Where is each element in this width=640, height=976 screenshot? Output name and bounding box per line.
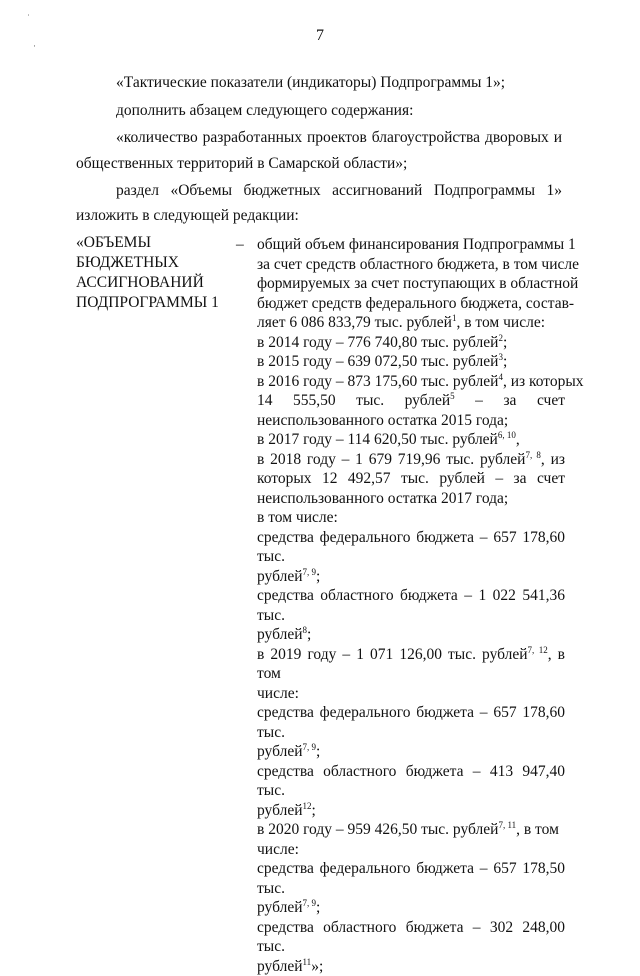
funding-line: формируемых за счет поступающих в областной xyxy=(257,274,565,294)
scan-speck: ˙ xyxy=(27,13,30,23)
funding-line-2017: в 2017 году – 114 620,50 тыс. рублей$^{6, 10}$, xyxy=(257,430,565,450)
funding-line: средства федерального бюджета – 657 178,60 тыс. xyxy=(257,703,565,742)
funding-line: неиспользованного остатка 2017 года; xyxy=(257,489,565,509)
funding-line: рублей$^{7, 9}$; xyxy=(257,898,565,918)
funding-line: общий объем финансирования Подпрограммы 1 xyxy=(257,235,565,255)
funding-line: ляет 6 086 833,79 тыс. рублей$^1$, в том числе: xyxy=(257,313,565,333)
funding-line: средства федерального бюджета – 657 178,50 тыс. xyxy=(257,859,565,898)
section-label-line: БЮДЖЕТНЫХ xyxy=(76,253,226,273)
section-label xyxy=(76,233,226,313)
funding-line: рублей$^{11}$»; xyxy=(257,957,565,976)
section-label-line: ПОДПРОГРАММЫ 1 xyxy=(76,293,226,313)
funding-line: которых 12 492,57 тыс. рублей – за счет xyxy=(257,469,565,489)
funding-line: средства областного бюджета – 302 248,00 тыс. xyxy=(257,918,565,957)
funding-line-2018: в 2018 году – 1 679 719,96 тыс. рублей$^{7, 8}$, из xyxy=(257,450,565,470)
funding-line: неиспользованного остатка 2015 года; xyxy=(257,411,565,431)
paragraph-section-line-2: изложить в следующей редакции: xyxy=(76,205,562,226)
funding-line-2014: в 2014 году – 776 740,80 тыс. рублей$^2$; xyxy=(257,333,565,353)
funding-line-2016: в 2016 году – 873 175,60 тыс. рублей$^4$, из которых xyxy=(257,372,565,392)
funding-line: средства федерального бюджета – 657 178,60 тыс. xyxy=(257,528,565,567)
paragraph-add-clause: дополнить абзацем следующего содержания: xyxy=(76,100,562,121)
funding-line-2020: в 2020 году – 959 426,50 тыс. рублей$^{7, 11}$, в том xyxy=(257,820,565,840)
funding-text xyxy=(257,235,565,976)
label-dash: – xyxy=(236,235,244,255)
paragraph-quote-line-1: «количество разработанных проектов благоустройства дворовых и xyxy=(76,127,562,148)
paragraph-indicators-title: «Тактические показатели (индикаторы) Подпрограммы 1»; xyxy=(76,72,562,93)
funding-line: 14 555,50 тыс. рублей$^5$ – за счет xyxy=(257,391,565,411)
funding-line: средства областного бюджета – 413 947,40 тыс. xyxy=(257,762,565,801)
funding-line: бюджет средств федерального бюджета, состав- xyxy=(257,294,565,314)
funding-line: рублей$^{7, 9}$; xyxy=(257,742,565,762)
funding-line: средства областного бюджета – 1 022 541,36 тыс. xyxy=(257,586,565,625)
funding-line-2015: в 2015 году – 639 072,50 тыс. рублей$^3$; xyxy=(257,352,565,372)
funding-line: рублей$^{7, 9}$; xyxy=(257,567,565,587)
funding-line: за счет средств областного бюджета, в том числе xyxy=(257,255,565,275)
funding-line: рублей$^{12}$; xyxy=(257,801,565,821)
paragraph-quote-line-2: общественных территорий в Самарской области»; xyxy=(76,153,562,174)
funding-line: числе: xyxy=(257,840,565,860)
section-label-line: «ОБЪЕМЫ xyxy=(76,233,226,253)
paragraph-section-line-1: раздел «Объемы бюджетных ассигнований Подпрограммы 1» xyxy=(76,180,562,201)
funding-line: числе: xyxy=(257,684,565,704)
page-number: 7 xyxy=(0,27,640,45)
funding-line: в том числе: xyxy=(257,508,565,528)
funding-line: рублей$^8$; xyxy=(257,625,565,645)
scan-speck: · xyxy=(33,41,36,51)
section-label-line: АССИГНОВАНИЙ xyxy=(76,273,226,293)
funding-line-2019: в 2019 году – 1 071 126,00 тыс. рублей$^{7, 12}$, в том xyxy=(257,645,565,684)
